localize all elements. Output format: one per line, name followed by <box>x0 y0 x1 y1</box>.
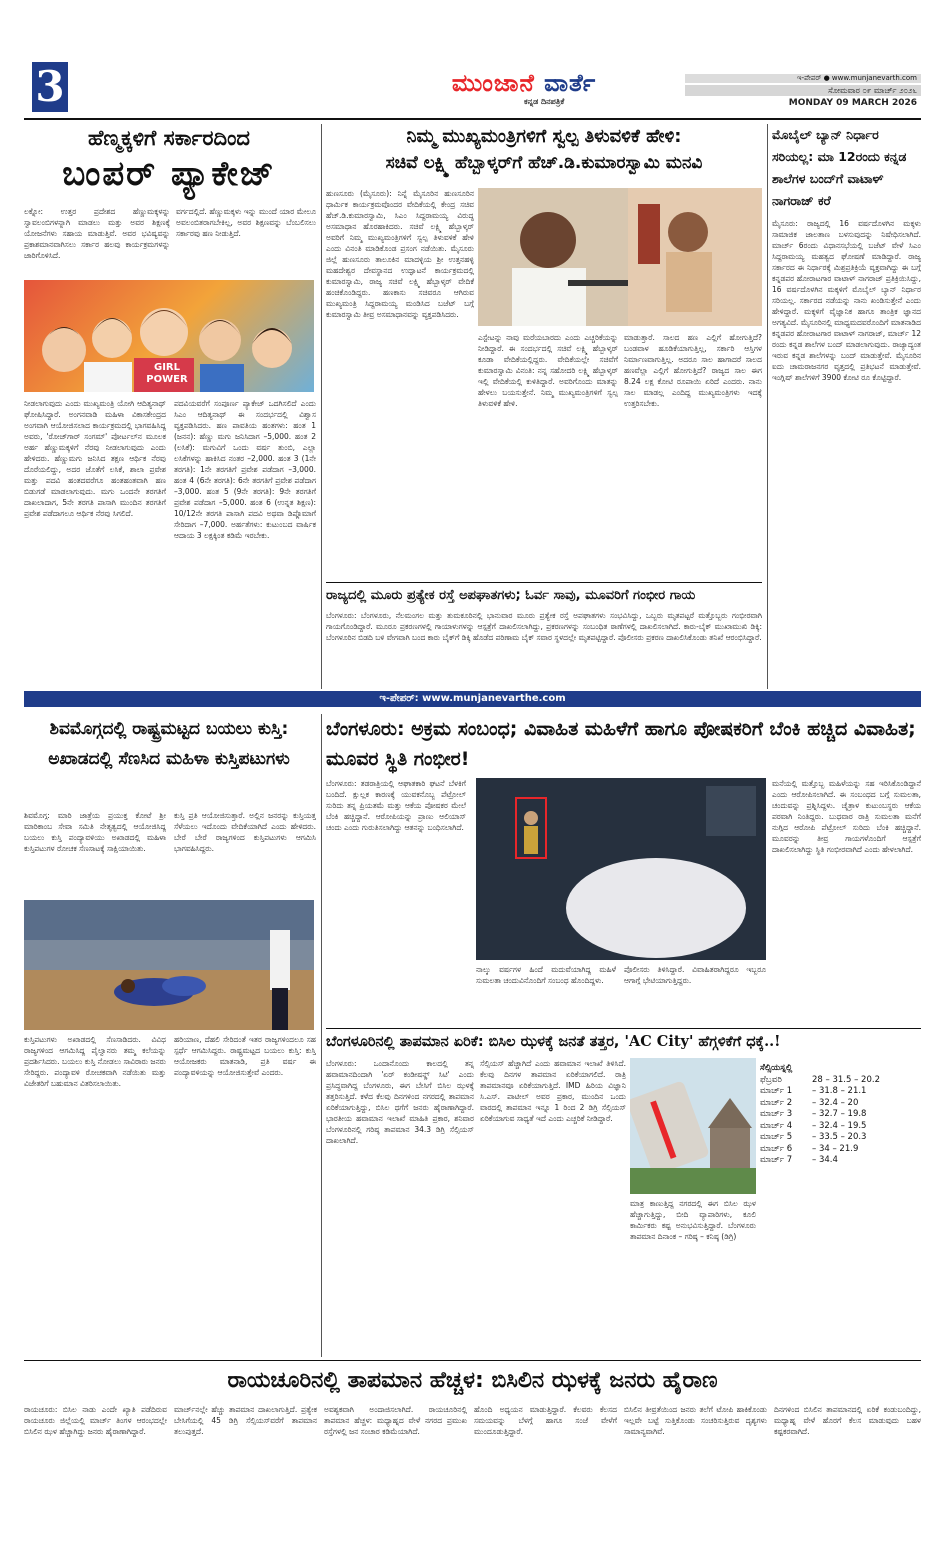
story1-headline-line2: ಬಂಪರ್ ಪ್ಯಾಕೇಜ್ <box>62 154 276 194</box>
event-illustration <box>478 188 762 326</box>
story5-headline[interactable]: ಶಿವಮೊಗ್ಗದಲ್ಲಿ ರಾಷ್ಟ್ರಮಟ್ಟದ ಬಯಲು ಕುಸ್ತಿ: ಅಖಾಡದಲ್ಲಿ ಸೆಣಸಿದ ಮಹಿಳಾ ಕುಸ್ತಿಪಟುಗಳು <box>48 719 290 769</box>
story1-intro: ಲಕ್ನೋ: ಉತ್ತರ ಪ್ರದೇಶದ ಹೆಣ್ಣುಮಕ್ಕಳನ್ನು ಸ್ವಾವಲಂಬಿಗಳನ್ನಾಗಿ ಮಾಡಲು ಮತ್ತು ಅವರ ಶಿಕ್ಷಣಕ್ಕೆ ಯೋಜನೆಗಳು ಸಹಾಯ ಮಾಡುತ್ತಿವೆ. ಅವರ ಭವಿಷ್ಯವನ್ನು ಪ್ರಕಾಶಮಾನವಾಗಿಸಲು ಸರ್ಕಾರ ಹಲವು ಕಾರ್ಯಕ್ರಮಗಳನ್ನು ಜಾರಿಗೊಳಿಸಿದೆ. <box>24 207 170 260</box>
story5-col-bottom1: ಕುಸ್ತಿಪಟುಗಳು ಅಖಾಡದಲ್ಲಿ ಸೆಣಸಾಡಿದರು. ವಿವಿಧ ರಾಜ್ಯಗಳಿಂದ ಆಗಮಿಸಿದ್ದ ಪೈಲ್ವಾನರು ತಮ್ಮ ಕಲೆಯನ್ನು ಪ್ರದರ್ಶಿಸಿದರು. ಬಯಲು ಕುಸ್ತಿ ನೋಡಲು ಸಾವಿರಾರು ಜನರು ಸೇರಿದ್ದರು. ಪಂದ್ಯಾವಳಿ ರೋಚಕವಾಗಿ ನಡೆಯಿತು ಮತ್ತು ವಿಜೇತರಿಗೆ ಬಹುಮಾನ ವಿತರಿಸಲಾಯಿತು. <box>24 1035 166 1088</box>
row-date: ಮಾರ್ಚ್ 3 <box>760 1109 793 1119</box>
story6-col-under2: ಪೊಲೀಸರು ತಿಳಿಸಿದ್ದಾರೆ. ವಿವಾಹಿತರಾಗಿದ್ದರೂ ಇಬ್ಬರೂ ಆಗಾಗ್ಗೆ ಭೇಟಿಯಾಗುತ್ತಿದ್ದರು. <box>624 965 766 985</box>
story5-col2: ಕುಸ್ತಿ ಪ್ರತಿ ಆಯೋಜಿಸುತ್ತಾರೆ. ಅಲ್ಲಿನ ಜನರನ್ನು ಕುಸ್ತಿಯತ್ತ ಸೆಳೆಯಲು ಇದೊಂದು ವೇದಿಕೆಯಾಗಿದೆ ಎಂದು ಹೇಳಿದರು. ಬೇರೆ ಬೇರೆ ರಾಜ್ಯಗಳಿಂದ ಕುಸ್ತಿಪಟುಗಳು ಆಗಮಿಸಿ ಭಾಗವಹಿಸಿದ್ದರು. <box>174 811 316 853</box>
story3-body: ಮೈಸೂರು: ರಾಜ್ಯದಲ್ಲಿ 16 ವರ್ಷದೊಳಗಿನ ಮಕ್ಕಳು ಸಾಮಾಜಿಕ ಜಾಲತಾಣ ಬಳಸುವುದನ್ನು ನಿಷೇಧಿಸಲಾಗಿದೆ. ಮಾರ್ಚ್ 6ರಂದು ವಿಧಾನಸಭೆಯಲ್ಲಿ ಬಜೆಟ್ ವೇಳೆ ಸಿಎಂ ಸಿದ್ದರಾಮಯ್ಯ ಮಹತ್ವದ ಘೋಷಣೆ ಮಾಡಿದ್ದಾರೆ. ರಾಜ್ಯ ಸರ್ಕಾರದ ಈ ನಿರ್ಧಾರಕ್ಕೆ ಮಿಶ್ರಪ್ರತಿಕ್ರಿಯೆ ವ್ಯಕ್ತವಾಗಿದ್ದು ಈ ಬಗ್ಗೆ ಕನ್ನಡಪರ ಹೋರಾಟಗಾರ ವಾಟಾಳ್ ನಾಗರಾಜ್ ಪ್ರತಿಕ್ರಿಯಿಸಿದ್ದು, 16 ವರ್ಷದೊಳಗಿನ ಮಕ್ಕಳಿಗೆ ಮೊಬೈಲ್ ಬ್ಯಾನ್ ನಿರ್ಧಾರ ಸರಿಯಲ್ಲ. ಸರ್ಕಾರದ ನಡೆಯನ್ನು ನಾನು ಖಂಡಿಸುತ್ತೇನೆ ಎಂದು ಹೇಳಿದ್ದಾರೆ. ಮಕ್ಕಳಿಗೆ ವೈಜ್ಞಾನಿಕ ಹಾಗೂ ತಾಂತ್ರಿಕ ಜ್ಞಾನದ ಅಗತ್ಯವಿದೆ. ಮೈಸೂರಿನಲ್ಲಿ ಮಾಧ್ಯಮದವರೊಂದಿಗೆ ಮಾತನಾಡಿದ ಕನ್ನಡಪರ ಹೋರಾಟಗಾರ ವಾಟಾಳ್ ನಾಗರಾಜ್, ಮಾರ್ಚ್ 12 ರಂದು ಕನ್ನಡ ಶಾಲೆಗಳ ಬಂದ್ ಮಾಡಲಾಗುವುದು. ರಾಜ್ಯಾದ್ಯಂತ ಇರುವ ಕನ್ನಡ ಶಾಲೆಗಳನ್ನು ಬಂದ್ ಮಾಡುತ್ತೇವೆ. ಮೈಸೂರಿನ ಐದು ಚಾಮರಾಜನಗರ ವೃತ್ತದಲ್ಲಿ ಪ್ರತಿಭಟನೆ ಮಾಡುತ್ತೇವೆ. ಇಂಗ್ಲಿಷ್ ಶಾಲೆಗಳಿಗೆ 3900 ಕೋಟಿ ರೂ ಕೊಟ್ಟಿದ್ದಾರೆ. <box>772 219 921 382</box>
kumaraswamy-photo <box>478 188 762 326</box>
crime-cctv-photo <box>476 778 766 960</box>
photo-caption: GIRL POWER <box>146 362 188 385</box>
story7-col3: ಮಾತ್ರ ಕಾಣುತ್ತಿದ್ದ ನಗರದಲ್ಲಿ ಈಗ ಬಿಸಿಲ ಝಳ ಹೆಚ್ಚಾಗುತ್ತಿದ್ದು, ಬೀದಿ ವ್ಯಾಪಾರಿಗಳು, ಕೂಲಿ ಕಾರ್ಮಿಕರು ಕಷ್ಟ ಅನುಭವಿಸುತ್ತಿದ್ದಾರೆ. ಬೆಂಗಳೂರು ತಾಪಮಾನ ದಿನಾಂಕ – ಗರಿಷ್ಠ – ಕನಿಷ್ಠ (ಡಿಗ್ರಿ) <box>630 1199 756 1241</box>
story3-headline[interactable]: ಮೊಬೈಲ್ ಬ್ಯಾನ್ ನಿರ್ಧಾರ ಸರಿಯಲ್ಲ: ಮಾ 12ರಂದು ಕನ್ನಡ ಶಾಲೆಗಳ ಬಂದ್‌ಗೆ ವಾಟಾಳ್ ನಾಗರಾಜ್ ಕರೆ <box>772 127 907 208</box>
temperature-table <box>760 1063 920 1167</box>
row-values: – 33.5 – 20.3 <box>812 1132 867 1142</box>
table-row <box>760 1121 920 1133</box>
row-values: – 34.4 <box>812 1155 838 1165</box>
story6-col1: ಬೆಂಗಳೂರು: ತಡರಾತ್ರಿಯಲ್ಲಿ ಆಘಾತಕಾರಿ ಘಟನೆ ಬೆಳಕಿಗೆ ಬಂದಿದೆ. ಕ್ಷುಲ್ಲಕ ಕಾರಣಕ್ಕೆ ಯುವಕನೊಬ್ಬ ಪೆಟ್ರೋಲ್ ಸುರಿದು ತನ್ನ ಪ್ರಿಯತಮೆ ಮತ್ತು ಆಕೆಯ ಪೋಷಕರ ಮೇಲೆ ಬೆಂಕಿ ಹಚ್ಚಿದ್ದಾನೆ. ಆರೋಪಿಯನ್ನು ಪ್ರಾಣು ಆಲಿಯಾಸ್ ಚಂದು ಎಂದು ಗುರುತಿಸಲಾಗಿದ್ದು ಆತನನ್ನು ಬಂಧಿಸಲಾಗಿದೆ. <box>326 779 466 832</box>
row-values: – 32.4 – 19.5 <box>812 1120 867 1131</box>
story4-body: ಬೆಂಗಳೂರು: ಬೆಂಗಳೂರು, ನೆಲಮಂಗಲ ಮತ್ತು ತುಮಕೂರಿನಲ್ಲಿ ಭಾನುವಾರ ಮೂರು ಪ್ರತ್ಯೇಕ ರಸ್ತೆ ಅಪಘಾತಗಳು ಸಂಭವಿಸಿದ್ದು, ಒಬ್ಬರು ಮೃತಪಟ್ಟರೆ ಮತ್ತೊಬ್ಬರು ಗಂಭೀರವಾಗಿ ಗಾಯಗೊಂಡಿದ್ದಾರೆ. ಮೂರೂ ಪ್ರಕರಣಗಳಲ್ಲಿ ಗಾಯಾಳುಗಳನ್ನು ಆಸ್ಪತ್ರೆಗೆ ದಾಖಲಿಸಲಾಗಿದ್ದು, ಪ್ರಕರಣಗಳನ್ನು ಸಂಬಂಧಿತ ಠಾಣೆಗಳಲ್ಲಿ ದಾಖಲಿಸಲಾಗಿದೆ. ಕಾರು-ಬೈಕ್ ಮುಖಾಮುಖಿ ಡಿಕ್ಕಿ: ಬೆಂಗಳೂರಿನ ಬಿಡದಿ ಬಳಿ ವೇಗವಾಗಿ ಬಂದ ಕಾರು ಬೈಕ್‌ಗೆ ಡಿಕ್ಕಿ ಹೊಡೆದ ಪರಿಣಾಮ ಬೈಕ್ ಸವಾರ ಸ್ಥಳದಲ್ಲೇ ಮೃತಪಟ್ಟಿದ್ದಾರೆ. ಪೊಲೀಸರು ಪ್ರಕರಣ ದಾಖಲಿಸಿಕೊಂಡು ತನಿಖೆ ಆರಂಭಿಸಿದ್ದಾರೆ. <box>326 611 762 642</box>
story1-headline-line1: ಹೆಣ್ಮಕ್ಕಳಿಗೆ ಸರ್ಕಾರದಿಂದ <box>88 126 250 150</box>
thermometer-photo <box>630 1058 756 1194</box>
logo-subtitle: ಕನ್ನಡ ದಿನಪತ್ರಿಕೆ <box>524 97 565 106</box>
story2-headline-line2: ಸಚಿವೆ ಲಕ್ಷ್ಮಿ ಹೆಬ್ಬಾಳ್ಕರ್‌ಗೆ ಹೆಚ್.ಡಿ.ಕುಮಾರಸ್ವಾಮಿ ಮನವಿ <box>385 153 703 173</box>
row-values: – 32.7 – 19.8 <box>812 1109 867 1119</box>
row-values: – 31.8 – 21.1 <box>812 1086 867 1096</box>
row-date: ಮಾರ್ಚ್ 6 <box>760 1143 793 1154</box>
story5-col-bottom2: ಹರಿಯಾಣ, ದೆಹಲಿ ಸೇರಿದಂತೆ ಇತರ ರಾಜ್ಯಗಳಿಂದಲೂ ಸಹ ಸ್ಪರ್ಧೆ ಆಗಮಿಸಿದ್ದರು. ರಾಷ್ಟ್ರಮಟ್ಟದ ಬಯಲು ಕುಸ್ತಿ: ಕುಸ್ತಿ ಆಯೋಜಕರು ಮಾತನಾಡಿ, ಪ್ರತಿ ವರ್ಷ ಈ ಪಂದ್ಯಾವಳಿಯನ್ನು ಆಯೋಜಿಸುತ್ತೇವೆ ಎಂದರು. <box>174 1035 316 1077</box>
story8-col6: ದಿನಗಳಿಂದ ಬಿಸಿಲಿನ ತಾಪಮಾನದಲ್ಲಿ ಏರಿಕೆ ಕಂಡುಬಂದಿದ್ದು, ಮಧ್ಯಾಹ್ನ ವೇಳೆ ಹೊರಗೆ ಕೆಲಸ ಮಾಡುವುದು ಬಹಳ ಕಷ್ಟಕರವಾಗಿದೆ. <box>774 1405 921 1436</box>
story-divider <box>326 1028 921 1029</box>
story7-headline[interactable] <box>326 1032 921 1052</box>
table-row <box>760 1098 920 1110</box>
story2-headline[interactable] <box>326 124 762 176</box>
english-date: MONDAY 09 MARCH 2026 <box>788 98 917 108</box>
row-date: ಮಾರ್ಚ್ 1 <box>760 1086 793 1096</box>
logo-word-2: ವಾರ್ತೆ <box>544 69 597 97</box>
table-row <box>760 1132 920 1144</box>
story8-col5: ಬಿಸಿಲಿನ ತೀವ್ರತೆಯಿಂದ ಜನರು ತಲೆಗೆ ಟೋಪಿ ಹಾಕಿಕೊಂಡು ಇಲ್ಲವೇ ಬಟ್ಟೆ ಸುತ್ತಿಕೊಂಡು ಸಂಚರಿಸುತ್ತಿರುವ ದೃಶ್ಯಗಳು ಸಾಮಾನ್ಯವಾಗಿವೆ. <box>624 1405 767 1436</box>
wrestling-illustration <box>24 900 314 1030</box>
column-divider <box>321 714 322 1357</box>
row-date: ಮಾರ್ಚ್ 7 <box>760 1155 793 1165</box>
row-date: ಫೆಬ್ರವರಿ <box>760 1074 782 1085</box>
row-values: 28 – 31.5 – 20.2 <box>812 1074 880 1085</box>
cctv-illustration <box>476 778 766 960</box>
row-date: ಮಾರ್ಚ್ 2 <box>760 1097 793 1108</box>
story6-headline[interactable]: ಬೆಂಗಳೂರು: ಅಕ್ರಮ ಸಂಬಂಧ; ವಿವಾಹಿತ ಮಹಿಳೆಗೆ ಹಾಗೂ ಪೋಷಕರಿಗೆ ಬೆಂಕಿ ಹಚ್ಚಿದ ವಿವಾಹಿತ; ಮೂವರ ಸ್ಥಿತಿ ಗಂಭೀರ! <box>326 718 916 770</box>
newspaper-logo[interactable] <box>429 70 619 96</box>
story4-headline[interactable]: ರಾಜ್ಯದಲ್ಲಿ ಮೂರು ಪ್ರತ್ಯೇಕ ರಸ್ತೆ ಅಪಘಾತಗಳು; ಓರ್ವ ಸಾವು, ಮೂವರಿಗೆ ಗಂಭೀರ ಗಾಯ <box>326 588 696 603</box>
story8-col1: ರಾಯಚೂರು: ಬಿಸಿಲ ನಾಡು ಎಂದೇ ಖ್ಯಾತಿ ಪಡೆದಿರುವ ರಾಯಚೂರು ಜಿಲ್ಲೆಯಲ್ಲಿ ಮಾರ್ಚ್ ತಿಂಗಳ ಆರಂಭದಲ್ಲೇ ಬಿಸಿಲಿನ ಝಳ ಹೆಚ್ಚಾಗಿದ್ದು ಜನರು ಹೈರಾಣಾಗಿದ್ದಾರೆ. <box>24 1405 167 1436</box>
story6-col3: ಮನೆಯಲ್ಲಿ ಮತ್ತೊಬ್ಬ ಮಹಿಳೆಯನ್ನು ಸಹ ಇರಿಸಿಕೊಂಡಿದ್ದಾನೆ ಎಂದು ಆರೋಪಿಸಲಾಗಿದೆ. ಈ ಸಂಬಂಧದ ಬಗ್ಗೆ ಸುಮಲತಾ, ಚಂದುವನ್ನು ಪ್ರಶ್ನಿಸಿದ್ದಳು. ಚೈತ್ರಾಳ ಕುಟುಂಬಸ್ಥರು ಆಕೆಯ ಪರವಾಗಿ ನಿಂತಿದ್ದರು. ಬುಧವಾರ ರಾತ್ರಿ ಸುಮಲತಾ ಮನೆಗೆ ನುಗ್ಗಿದ ಆರೋಪಿ ಪೆಟ್ರೋಲ್ ಸುರಿದು ಬೆಂಕಿ ಹಚ್ಚಿದ್ದಾನೆ. ಮೂವರನ್ನು ತೀವ್ರ ಗಾಯಗಳೊಂದಿಗೆ ಆಸ್ಪತ್ರೆಗೆ ದಾಖಲಿಸಲಾಗಿದ್ದು ಸ್ಥಿತಿ ಗಂಭೀರವಾಗಿದೆ ಎಂದು ಹೇಳಲಾಗಿದೆ. <box>772 779 921 854</box>
story8-col4: ಹೊಂದಿ ಅಧ್ಯಯನ ಮಾಡುತ್ತಿದ್ದಾರೆ. ಕೆಲವರು ಕೆಲಸದ ಸಮಯವನ್ನು ಬೆಳಗ್ಗೆ ಹಾಗೂ ಸಂಜೆ ವೇಳೆಗೆ ಮುಂದೂಡುತ್ತಿದ್ದಾರೆ. <box>474 1405 617 1436</box>
story-divider <box>24 1360 921 1361</box>
story2-col1: ಹುಣಸೂರು (ಮೈಸೂರು): ನಿನ್ನೆ ಮೈಸೂರಿನ ಹುಣಸೂರಿನ ಧಾರ್ಮಿಕ ಕಾರ್ಯಕ್ರಮವೊಂದರ ವೇದಿಕೆಯಲ್ಲಿ ಕೇಂದ್ರ ಸಚಿವ ಹೆಚ್.ಡಿ.ಕುಮಾರಸ್ವಾಮಿ, ಸಿಎಂ ಸಿದ್ದರಾಮಯ್ಯ ವಿರುದ್ಧ ಅಸಮಾಧಾನ ಹೊರಹಾಕಿದರು. ಸಚಿವೆ ಲಕ್ಷ್ಮಿ ಹೆಬ್ಬಾಳ್ಕರ್ ಅವರಿಗೆ ನಿಮ್ಮ ಮುಖ್ಯಮಂತ್ರಿಗಳಿಗೆ ಸ್ವಲ್ಪ ತಿಳುವಳಿಕೆ ಹೇಳಿ ಎಂದು ವಿನಂತಿ ಮಾಡಿಕೊಂಡ ಪ್ರಸಂಗ ನಡೆಯಿತು. ಮೈಸೂರು ಜಿಲ್ಲೆ ಹುಣಸೂರು ತಾಲೂಕಿನ ಮಾದಳ್ಳಿಯ ಶ್ರೀ ಉತ್ತನಹಳ್ಳಿ ಮಹದೇಶ್ವರ ದೇವಸ್ಥಾನದ ಉದ್ಘಾಟನೆ ಕಾರ್ಯಕ್ರಮದಲ್ಲಿ ಕುಮಾರಸ್ವಾಮಿ, ರಾಜ್ಯ ಸಚಿವೆ ಲಕ್ಷ್ಮಿ ಹೆಬ್ಬಾಳ್ಕರ್ ವೇದಿಕೆ ಹಂಚಿಕೊಂಡಿದ್ದರು. ಹಣಕಾಸು ಸಚಿವರೂ ಆಗಿರುವ ಮುಖ್ಯಮಂತ್ರಿ ಸಿದ್ದರಾಮಯ್ಯ ಮಂಡಿಸಿದ ಬಜೆಟ್ ಬಗ್ಗೆ ಕುಮಾರಸ್ವಾಮಿ ತೀವ್ರ ಅಸಮಾಧಾನವನ್ನು ವ್ಯಕ್ತಪಡಿಸಿದರು. <box>326 189 474 319</box>
story2-headline-line1: ನಿಮ್ಮ ಮುಖ್ಯಮಂತ್ರಿಗಳಿಗೆ ಸ್ವಲ್ಪ ತಿಳುವಳಿಕೆ ಹೇಳಿ: <box>406 126 682 147</box>
story7-headline-part1: ಬೆಂಗಳೂರಿನಲ್ಲಿ ತಾಪಮಾನ ಏರಿಕೆ: ಬಿಸಿಲ ಝಳಕ್ಕೆ ಜನತೆ ತತ್ತರ, <box>326 1034 620 1050</box>
table-row <box>760 1155 920 1167</box>
epaper-strip[interactable]: ಇ-ಪೇಪರ್: www.munjanevarthe.com <box>24 691 921 707</box>
story2-col2: ಎಸ್ಟೇಟನ್ನು ನಾವು ಮರೆಯಬಾರದು ಎಂದು ಎಚ್ಚರಿಕೆಯನ್ನು ನೀಡಿದ್ದಾರೆ. ಈ ಸಂದರ್ಭದಲ್ಲಿ ಸಚಿವೆ ಲಕ್ಷ್ಮಿ ಹೆಬ್ಬಾಳ್ಕರ್ ಕೂಡಾ ವೇದಿಕೆಯಲ್ಲಿದ್ದರು. ವೇದಿಕೆಯಲ್ಲೇ ಸಚಿವೆಗೆ ಕುಮಾರಸ್ವಾಮಿ ವಿನಂತಿ: ನನ್ನ ಸಹೋದರಿ ಲಕ್ಷ್ಮಿ ಹೆಬ್ಬಾಳ್ಕರ್ ಇಲ್ಲಿ ವೇದಿಕೆಯಲ್ಲಿ ಕುಳಿತಿದ್ದಾರೆ. ಅವರಿಗೊಂದು ಮಾತನ್ನು ಹೇಳಲು ಬಯಸುತ್ತೇನೆ. ನಿಮ್ಮ ಮುಖ್ಯಮಂತ್ರಿಗಳಿಗೆ ಸ್ವಲ್ಪ ತಿಳುವಳಿಕೆ ಹೇಳಿ. <box>478 333 618 408</box>
story8-headline[interactable]: ರಾಯಚೂರಿನಲ್ಲಿ ತಾಪಮಾನ ಹೆಚ್ಚಳ: ಬಿಸಿಲಿನ ಝಳಕ್ಕೆ ಜನರು ಹೈರಾಣ <box>227 1368 718 1393</box>
table-row <box>760 1144 920 1156</box>
table-row <box>760 1075 920 1087</box>
story1-col2: ಪದವಿಯವರೆಗೆ ಸಂಪೂರ್ಣ ಪ್ಯಾಕೇಜ್ ಒದಗಿಸಲಿದೆ ಎಂದು ಸಿಎಂ ಆದಿತ್ಯನಾಥ್ ಈ ಸಂದರ್ಭದಲ್ಲಿ ವಿಶ್ವಾಸ ವ್ಯಕ್ತಪಡಿಸಿದರು. ಹಣ ಪಾವತಿಯ ಹಂತಗಳು: ಹಂತ 1 (ಜನನ): ಹೆಣ್ಣು ಮಗು ಜನಿಸಿದಾಗ –5,000. ಹಂತ 2 (ಲಸಿಕೆ): ಮಗುವಿಗೆ ಒಂದು ವರ್ಷ ತುಂಬಿ, ಎಲ್ಲಾ ಲಸಿಕೆಗಳನ್ನು ಹಾಕಿಸಿದ ನಂತರ –2,000. ಹಂತ 3 (1ನೇ ತರಗತಿ): 1ನೇ ತರಗತಿಗೆ ಪ್ರವೇಶ ಪಡೆದಾಗ –3,000. ಹಂತ 4 (6ನೇ ತರಗತಿ): 6ನೇ ತರಗತಿಗೆ ಪ್ರವೇಶ ಪಡೆದಾಗ –3,000. ಹಂತ 5 (9ನೇ ತರಗತಿ): 9ನೇ ತರಗತಿಗೆ ಪ್ರವೇಶ ಪಡೆದಾಗ –5,000. ಹಂತ 6 (ಉನ್ನತ ಶಿಕ್ಷಣ): 10/12ನೇ ತರಗತಿ ಪಾಸಾಗಿ ಪದವಿ ಅಥವಾ ಡಿಪ್ಲೊಮಾಗೆ ಸೇರಿದಾಗ –7,000. ಅರ್ಹತೆಗಳು: ಕುಟುಂಬದ ವಾರ್ಷಿಕ ಆದಾಯ 3 ಲಕ್ಷಕ್ಕಿಂತ ಕಡಿಮೆ ಇರಬೇಕು. <box>174 399 316 540</box>
row-date: ಮಾರ್ಚ್ 5 <box>760 1132 793 1142</box>
story-divider <box>326 582 762 583</box>
row-values: – 34 – 21.9 <box>812 1143 859 1154</box>
kannada-date: ಸೋಮವಾರ ೦೯ ಮಾರ್ಚ್ ೨೦೨೬ <box>685 85 921 96</box>
column-divider <box>767 124 768 689</box>
table-row <box>760 1109 920 1121</box>
story1-intro-right: ವರ್ಗದಲ್ಲಿದೆ. ಹೆಣ್ಣುಮಕ್ಕಳು ಇನ್ನು ಮುಂದೆ ಯಾರ ಮೇಲೂ ಅವಲಂಬಿತರಾಗಬೇಕಿಲ್ಲ, ಅವರ ಶಿಕ್ಷಣವನ್ನು ಬೆಂಬಲಿಸಲು ಸರ್ಕಾರವು ಹಣ ನೀಡುತ್ತಿದೆ. <box>176 207 316 238</box>
girls-photo <box>24 280 314 392</box>
story8-col2: ಮಾರ್ಚ್‌ನಲ್ಲೇ ಹೆಚ್ಚು ತಾಪಮಾನ ದಾಖಲಾಗುತ್ತಿದೆ. ಪ್ರತ್ಯೇಕ ಬೇಸಿಗೆಯಲ್ಲಿ 45 ಡಿಗ್ರಿ ಸೆಲ್ಸಿಯಸ್‌ವರೆಗೆ ತಾಪಮಾನ ತಲುಪುತ್ತದೆ. <box>174 1405 317 1436</box>
story5-col1: ಶಿವಮೊಗ್ಗ: ಮಾರಿ ಜಾತ್ರೆಯ ಪ್ರಯುಕ್ತ ಕೋಟೆ ಶ್ರೀ ಮಾರಿಕಾಂಬ ಸೇವಾ ಸಮಿತಿ ನೇತೃತ್ವದಲ್ಲಿ ಆಯೋಜಿಸಿದ್ದ ಬಯಲು ಕುಸ್ತಿ ಪಂದ್ಯಾವಳಿಯು ಅಖಾಡದಲ್ಲಿ ಮಹಿಳಾ ಕುಸ್ತಿಪಟುಗಳ ರೋಚಕ ಸೆಣಸಾಟಕ್ಕೆ ಸಾಕ್ಷಿಯಾಯಿತು. <box>24 811 166 853</box>
row-date: ಮಾರ್ಚ್ 4 <box>760 1120 793 1131</box>
page-number: 3 <box>32 62 68 112</box>
story1-col1: ನೀಡಲಾಗುವುದು ಎಂದು ಮುಖ್ಯಮಂತ್ರಿ ಯೋಗಿ ಆದಿತ್ಯನಾಥ್ ಘೋಷಿಸಿದ್ದಾರೆ. ಅಂಗನವಾಡಿ ಮಹಿಳಾ ವಿಕಾಸಕೇಂದ್ರದ ಅಂಗವಾಗಿ ಆಯೋಜಿಸಲಾದ ಕಾರ್ಯಕ್ರಮದಲ್ಲಿ ಭಾಗವಹಿಸಿದ್ದ ಅವರು, 'ರೋಜ್‌ಗಾರ್ ಸಂಗಮ್' ಪೋರ್ಟಲ್‌ನ ಮೂಲಕ ಅರ್ಹ ಹೆಣ್ಣುಮಕ್ಕಳಿಗೆ ನೆರವು ನೀಡಲಾಗುವುದು ಎಂದು ಹೇಳಿದರು. ಹೆಣ್ಣುಮಗು ಜನಿಸಿದ ತಕ್ಷಣ ಆರ್ಥಿಕ ನೆರವು ದೊರೆಯಲಿದ್ದು, ಅದರ ಜೊತೆಗೆ ಲಸಿಕೆ, ಶಾಲಾ ಪ್ರವೇಶ ಮತ್ತು ಪದವಿ ಹಂತದವರೆಗೂ ಹಂತಹಂತವಾಗಿ ಹಣ ಬಿಡುಗಡೆ ಮಾಡಲಾಗುವುದು. ಮಗು ಒಂದನೇ ತರಗತಿಗೆ ದಾಖಲಾದಾಗ, 5ನೇ ತರಗತಿ ಪಾಸಾಗಿ ಮುಂದಿನ ತರಗತಿಗೆ ಪ್ರವೇಶ ಪಡೆದಾಗಲೂ ಆರ್ಥಿಕ ನೆರವು ಸಿಗಲಿದೆ. <box>24 399 166 518</box>
table-row <box>760 1086 920 1098</box>
logo-word-1: ಮುಂಜಾನೆ <box>451 69 535 97</box>
column-divider <box>321 124 322 689</box>
story6-col-under: ನಾಲ್ಕು ವರ್ಷಗಳ ಹಿಂದೆ ಮದುವೆಯಾಗಿದ್ದ ಮಹಿಳೆ ಸುಮಲತಾ ಚಂದುವಿನೊಂದಿಗೆ ಸಂಬಂಧ ಹೊಂದಿದ್ದಳು. <box>476 965 616 985</box>
website-link[interactable]: ಇ-ಪೇಪರ್ ● www.munjanevarth.com <box>685 74 921 83</box>
story8-col3: ಅವಶ್ಯಕವಾಗಿ ಅಂದಾಜಿಸಲಾಗಿದೆ. ರಾಯಚೂರಿನಲ್ಲಿ ತಾಪಮಾನ ಹೆಚ್ಚಳ: ಮಧ್ಯಾಹ್ನದ ವೇಳೆ ನಗರದ ಪ್ರಮುಖ ರಸ್ತೆಗಳಲ್ಲಿ ಜನ ಸಂಚಾರ ಕಡಿಮೆಯಾಗಿದೆ. <box>324 1405 467 1436</box>
masthead-info <box>685 74 921 108</box>
story7-col2: ಸೆಲ್ಸಿಯಸ್ ಹೆಚ್ಚಾಗಿದೆ ಎಂದು ಹವಾಮಾನ ಇಲಾಖೆ ತಿಳಿಸಿದೆ. ಕೆಲವು ದಿನಗಳ ತಾಪಮಾನ ಏರಿಕೆಯಾಗಲಿದೆ. ರಾತ್ರಿ ತಾಪಮಾನವೂ ಏರಿಕೆಯಾಗುತ್ತಿದೆ. IMD ಹಿರಿಯ ವಿಜ್ಞಾನಿ ಸಿ.ಎಸ್. ಪಾಟೀಲ್ ಅವರ ಪ್ರಕಾರ, ಮುಂದಿನ ಒಂದು ವಾರದಲ್ಲಿ ತಾಪಮಾನ ಇನ್ನೂ 1 ರಿಂದ 2 ಡಿಗ್ರಿ ಸೆಲ್ಸಿಯಸ್ ಏರಿಕೆಯಾಗುವ ಸಾಧ್ಯತೆ ಇದೆ ಎಂದು ಎಚ್ಚರಿಕೆ ನೀಡಿದ್ದಾರೆ. <box>480 1059 626 1123</box>
story7-headline-part2: 'AC City' ಹೆಗ್ಗಳಿಕೆಗೆ ಧಕ್ಕೆ..! <box>624 1033 781 1050</box>
temperature-table-header: ಸೆಲ್ಸಿಯಸ್ನಲ್ಲಿ <box>760 1063 793 1073</box>
newspaper-page <box>24 58 921 1498</box>
story2-col3: ಮಾಡುತ್ತಾರೆ. ಸಾಲದ ಹಣ ಎಲ್ಲಿಗೆ ಹೋಗುತ್ತಿದೆ? ಬಂಡವಾಳ ಹೂಡಿಕೆಯಾಗುತ್ತಿಲ್ಲ, ಸರ್ಕಾರಿ ಆಸ್ತಿಗಳ ನಿರ್ಮಾಣವಾಗುತ್ತಿಲ್ಲ. ಅದರೂ ಸಾಲ ಹಾಗಾದರೆ ಸಾಲದ ಹಣವೆಲ್ಲಾ ಎಲ್ಲಿಗೆ ಹೋಗುತ್ತಿದೆ? ರಾಜ್ಯದ ಸಾಲ ಈಗ 8.24 ಲಕ್ಷ ಕೋಟಿ ರೂಪಾಯಿ ಏರಿದೆ ಎಂದರು. ನಾನು ಸಾಲ ಮಾಡಲ್ಲ ಎಂದಿದ್ದ ಮುಖ್ಯಮಂತ್ರಿಗಳು ಇದಕ್ಕೆ ಉತ್ತರಿಸಬೇಕು. <box>624 333 762 408</box>
masthead <box>24 58 921 118</box>
row-values: – 32.4 – 20 <box>812 1097 859 1108</box>
story1-headline[interactable] <box>24 124 314 196</box>
thermometer-illustration <box>630 1058 756 1194</box>
masthead-rule <box>24 118 921 120</box>
story7-col1: ಬೆಂಗಳೂರು: ಒಂದಾನೊಂದು ಕಾಲದಲ್ಲಿ ತನ್ನ ಹವಾಮಾನದಿಂದಾಗಿ 'ಏರ್ ಕಂಡೀಷನ್ಡ್ ಸಿಟಿ' ಎಂದು ಪ್ರಸಿದ್ಧವಾಗಿದ್ದ ಬೆಂಗಳೂರು, ಈಗ ಬೇಸಿಗೆ ಬಿಸಿಲ ಝಳಕ್ಕೆ ತತ್ತರಿಸುತ್ತಿದೆ. ಕಳೆದ ಕೆಲವು ದಿನಗಳಿಂದ ನಗರದಲ್ಲಿ ತಾಪಮಾನ ಏರಿಕೆಯಾಗುತ್ತಿದ್ದು, ಬಿಸಿಲ ಧಗೆಗೆ ಜನರು ಹೈರಾಣಾಗಿದ್ದಾರೆ. ಭಾರತೀಯ ಹವಾಮಾನ ಇಲಾಖೆ ಮಾಹಿತಿ ಪ್ರಕಾರ, ಶನಿವಾರ ಬೆಂಗಳೂರಿನಲ್ಲಿ ಗರಿಷ್ಠ ತಾಪಮಾನ 34.3 ಡಿಗ್ರಿ ಸೆಲ್ಸಿಯಸ್ ದಾಖಲಾಗಿದೆ. <box>326 1059 474 1145</box>
wrestling-photo <box>24 900 314 1030</box>
